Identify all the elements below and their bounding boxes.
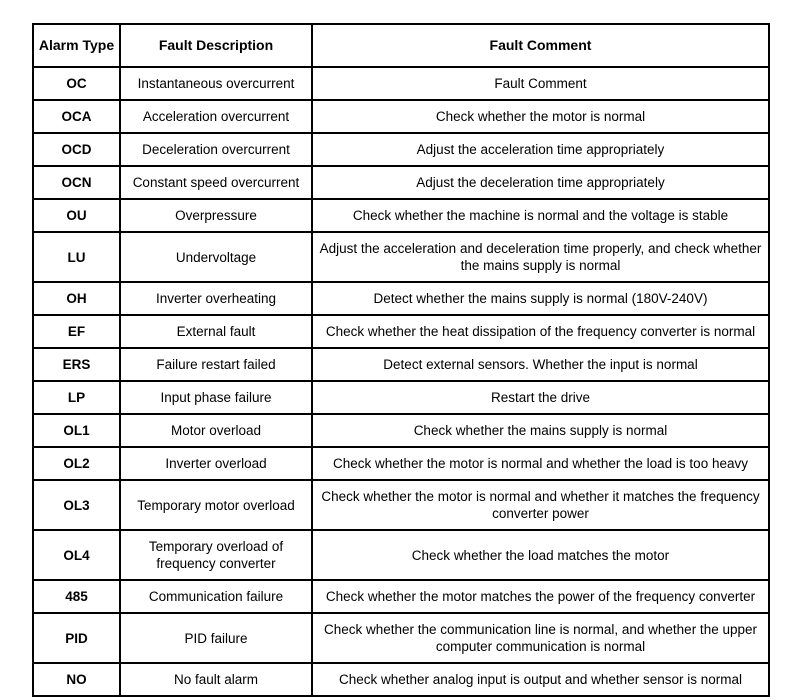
alarm-type-cell: OL2 — [33, 447, 120, 480]
fault-description-cell: Input phase failure — [120, 381, 312, 414]
table-row — [33, 613, 769, 663]
alarm-type-cell: OU — [33, 199, 120, 232]
alarm-type-cell: OCA — [33, 100, 120, 133]
fault-description-cell: Acceleration overcurrent — [120, 100, 312, 133]
header-fault-description: Fault Description — [120, 24, 312, 67]
table-row — [33, 348, 769, 381]
table-row — [33, 414, 769, 447]
fault-description-cell: Temporary overload of frequency converter — [120, 530, 312, 580]
fault-description-cell: PID failure — [120, 613, 312, 663]
table-row — [33, 663, 769, 696]
header-alarm-type: Alarm Type — [33, 24, 120, 67]
alarm-type-cell: EF — [33, 315, 120, 348]
fault-description-cell: Failure restart failed — [120, 348, 312, 381]
alarm-type-cell: OCD — [33, 133, 120, 166]
alarm-type-cell: OH — [33, 282, 120, 315]
fault-description-cell: Constant speed overcurrent — [120, 166, 312, 199]
fault-alarm-table — [32, 23, 770, 697]
header-fault-comment: Fault Comment — [312, 24, 769, 67]
fault-comment-cell: Check whether analog input is output and whether sensor is normal — [312, 663, 769, 696]
alarm-type-cell: NO — [33, 663, 120, 696]
fault-description-cell: Motor overload — [120, 414, 312, 447]
fault-comment-cell: Check whether the heat dissipation of the frequency converter is normal — [312, 315, 769, 348]
fault-comment-cell: Check whether the motor matches the power of the frequency converter — [312, 580, 769, 613]
fault-comment-cell: Check whether the machine is normal and the voltage is stable — [312, 199, 769, 232]
fault-description-cell: Undervoltage — [120, 232, 312, 282]
table-row — [33, 232, 769, 282]
fault-comment-cell: Check whether the motor is normal and whether the load is too heavy — [312, 447, 769, 480]
table-row — [33, 530, 769, 580]
fault-comment-cell: Detect whether the mains supply is normal (180V-240V) — [312, 282, 769, 315]
alarm-type-cell: 485 — [33, 580, 120, 613]
alarm-type-cell: OC — [33, 67, 120, 100]
fault-comment-cell: Detect external sensors. Whether the input is normal — [312, 348, 769, 381]
fault-description-cell: Deceleration overcurrent — [120, 133, 312, 166]
fault-comment-cell: Adjust the deceleration time appropriately — [312, 166, 769, 199]
fault-comment-cell: Restart the drive — [312, 381, 769, 414]
table-row — [33, 199, 769, 232]
table-row — [33, 480, 769, 530]
alarm-type-cell: OL1 — [33, 414, 120, 447]
fault-comment-cell: Check whether the motor is normal and whether it matches the frequency converter power — [312, 480, 769, 530]
fault-description-cell: Inverter overload — [120, 447, 312, 480]
fault-description-cell: Inverter overheating — [120, 282, 312, 315]
fault-comment-cell: Check whether the communication line is normal, and whether the upper computer communication is normal — [312, 613, 769, 663]
fault-comment-cell: Fault Comment — [312, 67, 769, 100]
header-row — [33, 24, 769, 67]
alarm-type-cell: OCN — [33, 166, 120, 199]
fault-comment-cell: Check whether the load matches the motor — [312, 530, 769, 580]
table-row — [33, 381, 769, 414]
table-row — [33, 133, 769, 166]
fault-comment-cell: Check whether the motor is normal — [312, 100, 769, 133]
alarm-type-cell: LU — [33, 232, 120, 282]
table-header — [33, 24, 769, 67]
fault-comment-cell: Adjust the acceleration and deceleration time properly, and check whether the mains supply is normal — [312, 232, 769, 282]
fault-description-cell: Temporary motor overload — [120, 480, 312, 530]
table-row — [33, 315, 769, 348]
fault-description-cell: Instantaneous overcurrent — [120, 67, 312, 100]
alarm-type-cell: ERS — [33, 348, 120, 381]
table-row — [33, 447, 769, 480]
fault-description-cell: No fault alarm — [120, 663, 312, 696]
alarm-type-cell: LP — [33, 381, 120, 414]
alarm-type-cell: OL3 — [33, 480, 120, 530]
fault-description-cell: External fault — [120, 315, 312, 348]
fault-comment-cell: Check whether the mains supply is normal — [312, 414, 769, 447]
fault-description-cell: Communication failure — [120, 580, 312, 613]
table-row — [33, 166, 769, 199]
alarm-type-cell: PID — [33, 613, 120, 663]
fault-comment-cell: Adjust the acceleration time appropriately — [312, 133, 769, 166]
table-row — [33, 282, 769, 315]
table-row — [33, 100, 769, 133]
alarm-type-cell: OL4 — [33, 530, 120, 580]
table-row — [33, 580, 769, 613]
table-body — [33, 67, 769, 696]
fault-description-cell: Overpressure — [120, 199, 312, 232]
table-row — [33, 67, 769, 100]
